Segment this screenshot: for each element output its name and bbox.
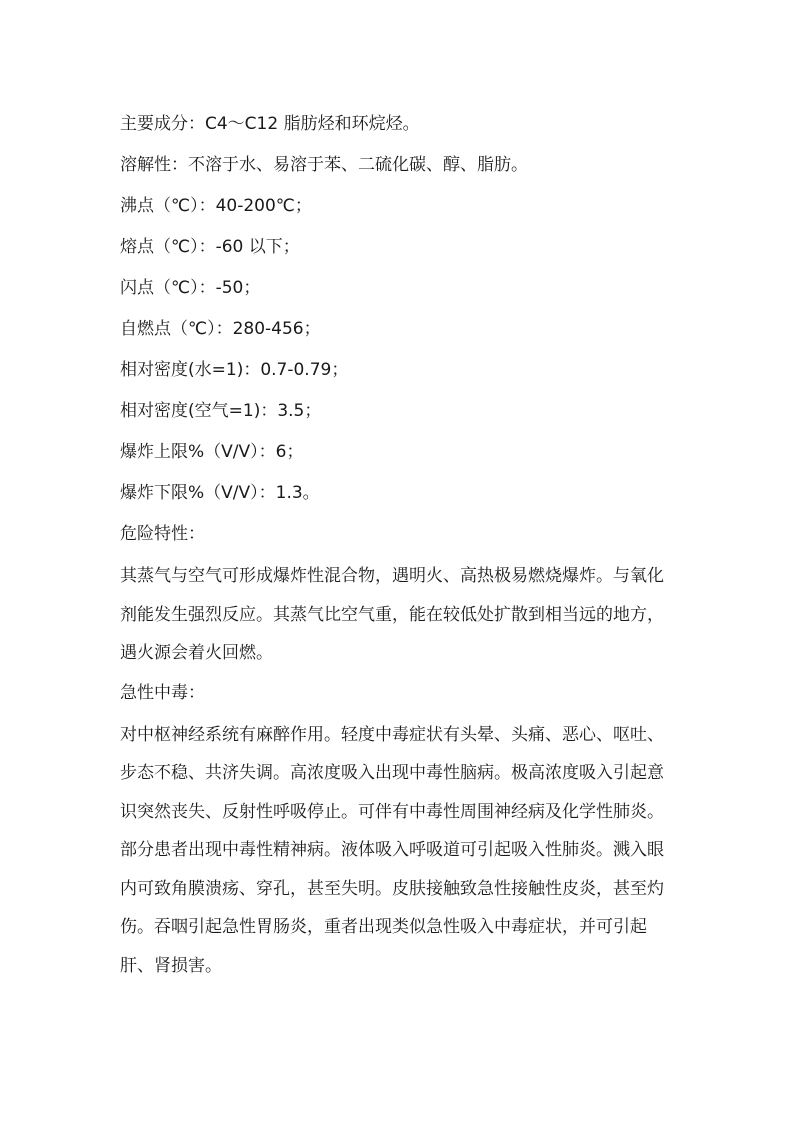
poisoning-heading: 急性中毒： [120, 682, 205, 703]
property-boiling-point: 沸点（℃）：40-200℃； [120, 196, 312, 216]
property-relative-density-air: 相对密度(空气=1)：3.5； [120, 401, 322, 421]
property-lower-explosion-limit: 爆炸下限%（V/V）：1.3。 [120, 483, 320, 503]
property-autoignition-point: 自燃点（℃）：280-456； [120, 319, 321, 339]
poisoning-paragraph: 对中枢神经系统有麻醉作用。轻度中毒症状有头晕、头痛、恶心、呕吐、步态不稳、共济失调。高浓度吸入出现中毒性脑病。极高浓度吸入引起意识突然丧失、反射性呼吸停止。可伴有中毒性周围神经病及化学性肺炎。部分患者出现中毒性精神病。液体吸入呼吸道可引起吸入性肺炎。溅入眼内可致角膜溃疡、穿孔，甚至失明。皮肤接触致急性接触性皮炎，甚至灼伤。吞咽引起急性胃肠炎，重者出现类似急性吸入中毒症状，并可引起肝、肾损害。 [120, 724, 664, 976]
property-upper-explosion-limit: 爆炸上限%（V/V）：6； [120, 442, 304, 462]
property-solubility: 溶解性：不溶于水、易溶于苯、二硫化碳、醇、脂肪。 [120, 155, 528, 175]
document-body [120, 104, 680, 985]
hazard-heading: 危险特性： [120, 524, 205, 544]
property-relative-density-water: 相对密度(水=1)：0.7-0.79； [120, 360, 349, 380]
property-melting-point: 熔点（℃）：-60 以下； [120, 237, 300, 257]
hazard-paragraph: 其蒸气与空气可形成爆炸性混合物，遇明火、高热极易燃烧爆炸。与氧化剂能发生强烈反应。其蒸气比空气重，能在较低处扩散到相当远的地方，遇火源会着火回燃。 [120, 566, 664, 663]
property-flash-point: 闪点（℃）：-50； [120, 278, 261, 298]
property-main-components: 主要成分：C4～C12 脂肪烃和环烷烃。 [120, 114, 420, 134]
